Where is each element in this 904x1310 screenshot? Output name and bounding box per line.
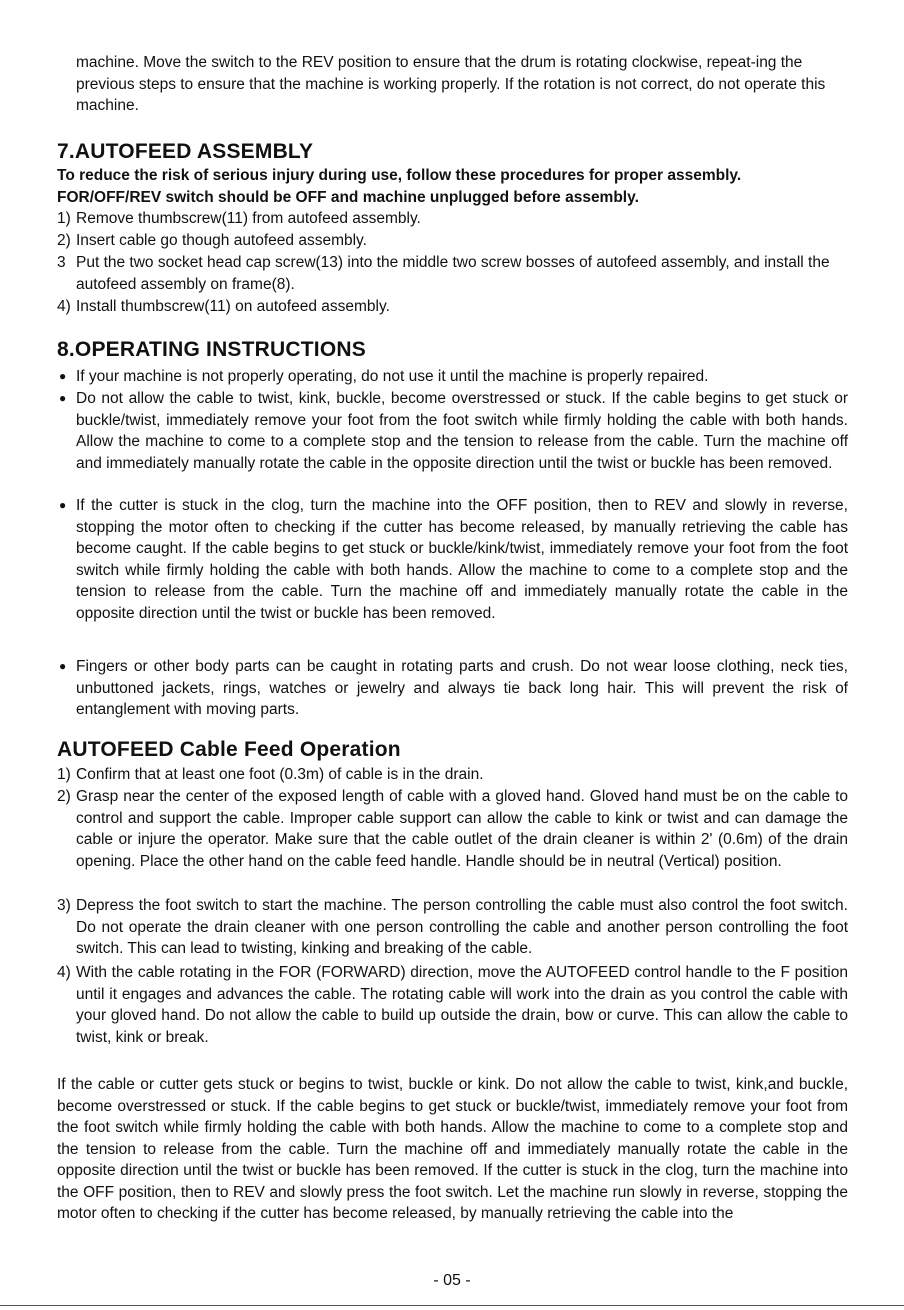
bullet-icon: ● [59,659,67,673]
step-number: 3 [57,254,66,271]
step-number: 4) [57,964,71,981]
step-number: 1) [57,210,71,227]
step-number: 2) [57,788,71,805]
step-text: Grasp near the center of the exposed length of cable with a gloved hand. Gloved hand must be on the cable to control and support the cable. Improper cable support can allow the cable to kink or twist and can damage the cable or injure the operator. Make sure that the cable outlet of the drain cleaner is within 2' (0.6m) of the drain opening. Place the other hand on the cable feed handle. Handle should be in neutral (Vertical) position. [76,788,848,870]
step-number: 1) [57,766,71,783]
step-number: 2) [57,232,71,249]
step-text: With the cable rotating in the FOR (FORWARD) direction, move the AUTOFEED control handle to the F position until it engages and advances the cable. The rotating cable will work into the drain as you control the cable with your gloved hand. Do not allow the cable to build up outside the drain, bow or curve. This can allow the cable to twist, kink or break. [76,964,848,1046]
bottom-divider [0,1305,904,1306]
section-7-heading: 7.AUTOFEED ASSEMBLY [57,140,314,163]
autofeed-operation-heading: AUTOFEED Cable Feed Operation [57,738,401,761]
page-number: - 05 - [433,1272,471,1289]
step-text: Confirm that at least one foot (0.3m) of cable is in the drain. [76,766,484,783]
section-8-heading: 8.OPERATING INSTRUCTIONS [57,338,366,361]
assembly-warning: To reduce the risk of serious injury during use, follow these procedures for proper assembly. FOR/OFF/REV switch should be OFF and machine unplugged before assembly. [57,167,742,206]
bullet-text: If your machine is not properly operating, do not use it until the machine is properly repaired. [76,368,709,385]
step-text: Put the two socket head cap screw(13) into the middle two screw bosses of autofeed assembly, and install the autofeed assembly on frame(8). [76,254,830,293]
closing-paragraph: If the cable or cutter gets stuck or begins to twist, buckle or kink. Do not allow the cable to twist, kink,and buckle, become overstressed or stuck. If the cable begins to get stuck or buckle/twist, immediately remove your foot from the foot switch while firmly holding the cable with both hands. Allow the machine to come to a complete stop and the tension to release from the cable. Turn the machine off and immediately manually rotate the cable in the opposite direction until the twist or buckle has been removed. If the cutter is stuck in the clog, turn the machine into the OFF position, then to REV and slowly press the foot switch. Let the machine run slowly in reverse, stopping the motor often to checking if the cutter has become released, by manually retrieving the cable into the [57,1076,848,1222]
intro-paragraph: machine. Move the switch to the REV position to ensure that the drum is rotating clockwise, repeat-ing the previous steps to ensure that the machine is working properly. If the rotation is not correct, do not operate this machine. [76,54,826,114]
step-number: 4) [57,298,71,315]
bullet-icon: ● [59,498,67,512]
step-text: Insert cable go though autofeed assembly. [76,232,367,249]
step-number: 3) [57,897,71,914]
bullet-icon: ● [59,391,67,405]
bullet-text: If the cutter is stuck in the clog, turn the machine into the OFF position, then to REV and slowly in reverse, stopping the motor often to checking if the cutter has become released, by manually retrieving the cable has become caught. If the cable begins to get stuck or buckle/kink/twist, immediately remove your foot from the foot switch while firmly holding the cable with both hands. Allow the machine to come to a complete stop and the tension to release from the cable. Turn the machine off and immediately manually rotate the cable in the opposite direction until the twist or buckle has been removed. [76,497,848,622]
bullet-text: Fingers or other body parts can be caught in rotating parts and crush. Do not wear loose clothing, neck ties, unbuttoned jackets, rings, watches or jewelry and always tie back long hair. This will prevent the risk of entanglement with moving parts. [76,658,848,718]
bullet-icon: ● [59,369,67,383]
bullet-text: Do not allow the cable to twist, kink, buckle, become overstressed or stuck. If the cable begins to get stuck or buckle/twist, immediately remove your foot from the foot switch while firmly holding the cable with both hands. Allow the machine to come to a complete stop and the tension to release from the cable. Turn the machine off and immediately manually rotate the cable in the opposite direction until the twist or buckle has been removed. [76,390,848,472]
step-text: Depress the foot switch to start the machine. The person controlling the cable must also control the foot switch. Do not operate the drain cleaner with one person controlling the cable and another person controlling the foot switch. This can lead to twisting, kinking and breaking of the cable. [76,897,848,957]
step-text: Install thumbscrew(11) on autofeed assembly. [76,298,390,315]
step-text: Remove thumbscrew(11) from autofeed assembly. [76,210,421,227]
